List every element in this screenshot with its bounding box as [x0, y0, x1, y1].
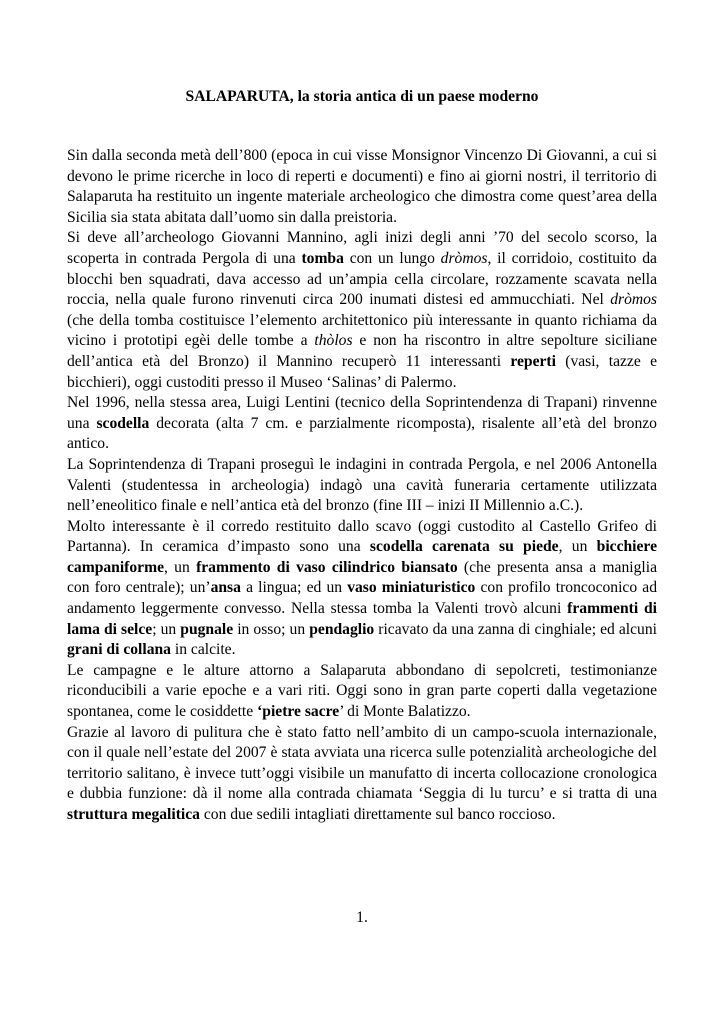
bold-text: vaso miniaturistico	[347, 579, 476, 597]
text-run: , un	[164, 558, 197, 576]
italic-text: dròmos	[440, 249, 488, 267]
text-run: (che presenta ansa a maniglia con foro centrale); un’	[67, 558, 657, 597]
bold-text: struttura megalitica	[67, 806, 200, 823]
text-run: in osso; un	[233, 620, 310, 638]
text-run: con due sedili intagliati direttamente sul banco roccioso.	[199, 806, 556, 823]
text-run: (vasi, tazze e bicchieri), oggi custoditi presso il Museo ‘Salinas’ di Palermo.	[67, 352, 657, 391]
document-title: SALAPARUTA, la storia antica di un paese moderno	[185, 88, 539, 105]
paragraph	[67, 146, 657, 228]
text-run: e non ha riscontro in altre sepolture siciliane dell’antica età del Bronzo) il Mannino recuperò 11 interessanti	[67, 332, 657, 370]
paragraph	[67, 661, 657, 723]
bold-text: tomba	[301, 249, 344, 267]
text-run: Nel 1996, nella stessa area, Luigi Lentini (tecnico della Soprintendenza di Trapani) rinvenne una	[67, 394, 657, 432]
text-run: Si deve all’archeologo Giovanni Mannino, agli inizi degli anni ’70 del secolo scorso, la scoperta in contrada Pergola di una	[67, 229, 657, 267]
text-run: decorata (alta 7 cm. e parzialmente ricomposta), risalente all’età del bronzo antico.	[67, 414, 657, 453]
bold-text: grani di collana	[67, 641, 171, 659]
paragraph	[67, 228, 657, 393]
bold-text: scodella carenata su piede	[369, 538, 559, 556]
text-run: ; un	[152, 620, 181, 638]
document-body	[67, 146, 657, 826]
italic-text: dròmos	[610, 291, 657, 309]
page-number: 1.	[356, 909, 368, 926]
text-run: in calcite.	[170, 641, 236, 659]
text-run: Grazie al lavoro di pulitura che è stato fatto nell’ambito di un campo-scuola internazionale, con il quale nell’estate del 2007 è stata avviata una ricerca sulle potenzialità archeologiche del territorio salitano, è invece tutt’oggi visibile un manufatto di incerta collocazione cronologica e dubbia funzione: dà il nome alla contrada chiamata ‘Seggia di lu turcu’ e si tratta di una	[67, 723, 657, 803]
text-run: a lingua; ed un	[240, 579, 348, 597]
bold-text: ansa	[210, 579, 241, 597]
text-run: La Soprintendenza di Trapani proseguì le indagini in contrada Pergola, e nel 2006 Antonella Valenti (studentessa in archeologia) indagò una cavità funeraria certamente utilizzata nell’eneolitico finale e nell’antica età del bronzo (fine III – inizi II Millennio a.C.).	[67, 455, 657, 515]
text-run: ’ di Monte Balatizzo.	[339, 703, 471, 721]
text-run: , il corridoio, costituito da blocchi ben squadrati, dava accesso ad un’ampia cella circolare, rozzamente scavata nella roccia, nella quale furono rinvenuti circa 200 inumati distesi ed ammucchiati. Nel	[67, 249, 657, 309]
bold-text: frammento di vaso cilindrico biansato	[196, 558, 458, 576]
italic-text: thòlos	[314, 332, 353, 350]
bold-text: pendaglio	[309, 620, 375, 638]
bold-text: frammenti di lama di selce	[67, 600, 658, 638]
text-run: con un lungo	[343, 249, 441, 267]
paragraph	[67, 393, 657, 455]
paragraph	[67, 517, 657, 661]
bold-text: pugnale	[180, 620, 234, 638]
text-run: (che della tomba costituisce l’elemento architettonico più interessante in quanto richiama da vicino i prototipi egèi delle tombe a	[67, 311, 657, 350]
bold-text: ‘pietre sacre	[257, 703, 340, 721]
paragraph	[67, 455, 657, 517]
bold-text: bicchiere campaniforme	[67, 538, 657, 576]
text-run: Sin dalla seconda metà dell’800 (epoca in cui visse Monsignor Vincenzo Di Giovanni, a cui si devono le prime ricerche in loco di reperti e documenti) e fino ai giorni nostri, il territorio di Salaparuta ha restituito un ingente materiale archeologico che dimostra come quest’area della Sicilia sia stata abitata dall’uomo sin dalla preistoria.	[67, 147, 657, 226]
bold-text: scodella	[96, 414, 150, 432]
paragraph	[67, 723, 657, 826]
text-run: ricavato da una zanna di cinghiale; ed alcuni	[374, 620, 657, 638]
text-run: , un	[558, 538, 597, 556]
text-run: Molto interessante è il corredo restituito dallo scavo (oggi custodito al Castello Grifeo di Partanna). In ceramica d’impasto sono una	[67, 517, 657, 556]
text-run: con profilo troncoconico ad andamento leggermente convesso. Nella stessa tomba la Valenti trovò alcuni	[67, 579, 658, 618]
bold-text: reperti	[510, 352, 556, 370]
text-run: Le campagne e le alture attorno a Salaparuta abbondano di sepolcreti, testimonianze riconducibili a varie epoche e a vari riti. Oggi sono in gran parte coperti dalla vegetazione spontanea, come le cosiddette	[67, 661, 657, 721]
